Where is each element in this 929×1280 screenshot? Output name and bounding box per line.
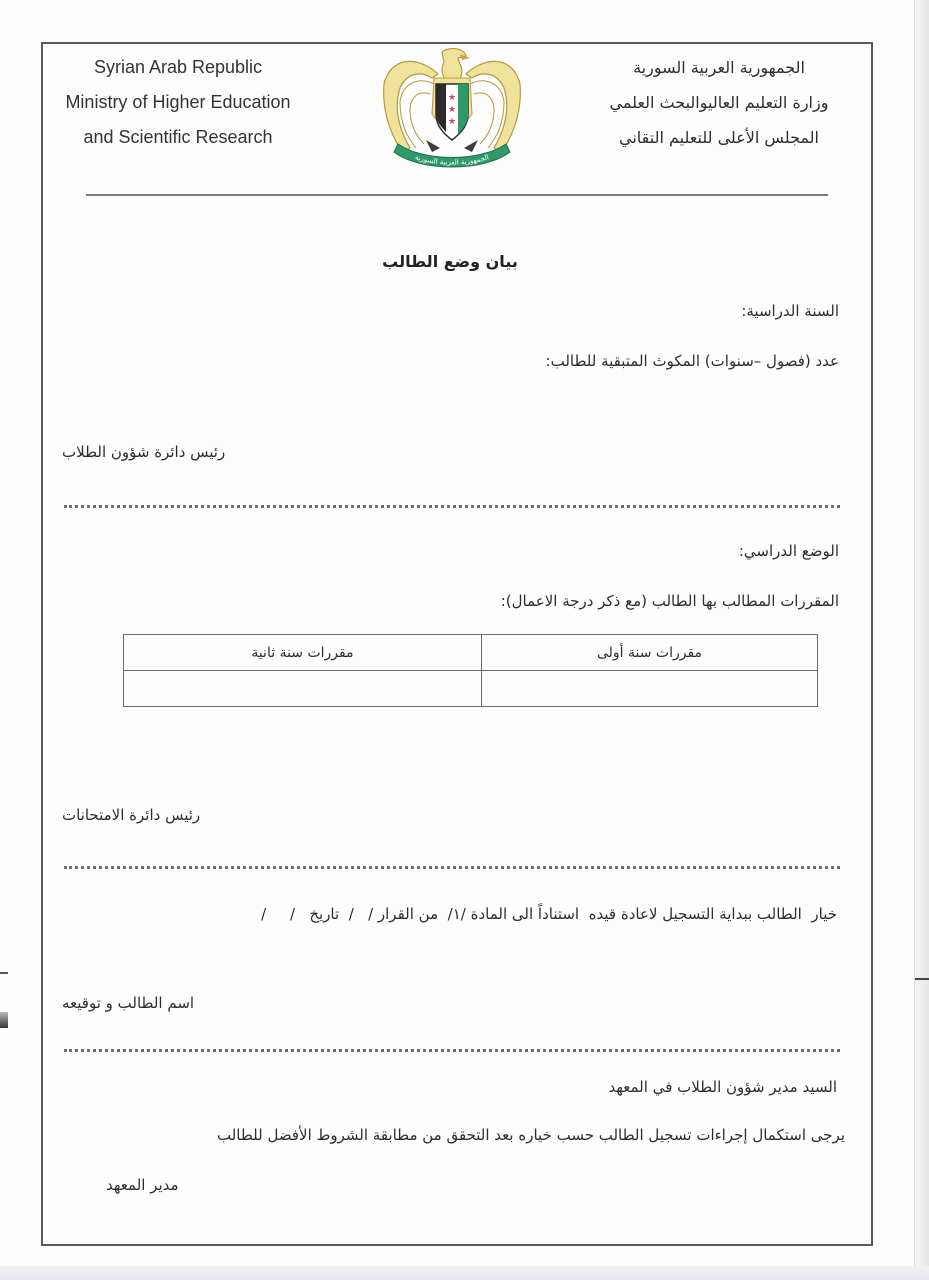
emblem-graphic (380, 44, 524, 174)
student-affairs-head-label: رئيس دائرة شؤون الطلاب (62, 443, 226, 461)
shield-star: ★ (447, 93, 457, 103)
page-edge-right (914, 0, 929, 1280)
exams-head-label: رئيس دائرة الامتحانات (62, 806, 201, 824)
table-header-row (124, 635, 818, 671)
form-title: بيان وضع الطالب (382, 252, 518, 271)
shield-star: ★ (447, 117, 457, 127)
request-text: يرجى استكمال إجراءات تسجيل الطالب حسب خياره بعد التحقق من مطابقة الشروط الأفضل للطالب (217, 1126, 845, 1144)
eagle-left-wing (384, 61, 438, 152)
academic-status-label: الوضع الدراسي: (738, 542, 839, 560)
addressee-text: السيد مدير شؤون الطلاب في المعهد (608, 1078, 837, 1096)
header-divider (86, 194, 828, 196)
table-row (124, 671, 818, 707)
scan-artifact (0, 1012, 8, 1028)
signature-dotted-line[interactable] (64, 505, 840, 508)
syrian-eagle-emblem-icon (380, 44, 524, 174)
second-year-courses-cell[interactable] (124, 671, 482, 707)
english-header (48, 50, 308, 155)
courses-table (123, 634, 818, 707)
remaining-stay-label: عدد (فصول –سنوات) المكوث المتبقية للطالب: (545, 352, 839, 370)
header-country: Syrian Arab Republic (93, 57, 263, 77)
academic-year-label: السنة الدراسية: (741, 302, 839, 320)
arabic-header (589, 50, 849, 155)
signature-dotted-line[interactable] (64, 1049, 840, 1052)
shield-black-band (436, 84, 446, 132)
shield-green-band (458, 84, 468, 134)
header-first-year-courses: مقررات سنة أولى (481, 635, 817, 671)
signature-dotted-line[interactable] (64, 866, 840, 869)
ribbon-text-path: الجمهورية العربية السورية (414, 153, 490, 167)
wing-feather-line (474, 93, 494, 144)
student-choice-text: خيار الطالب ببداية التسجيل لاعادة قيده استناداً الى المادة /١/ من القرار / / تاريخ / / (261, 905, 837, 923)
header-second-year-courses: مقررات سنة ثانية (124, 635, 482, 671)
required-courses-label: المقررات المطالب بها الطالب (مع ذكر درجة الاعمال): (500, 592, 839, 610)
page-edge-bottom (0, 1266, 929, 1280)
first-year-courses-cell[interactable] (481, 671, 817, 707)
scan-artifact (0, 972, 8, 974)
eagle-talons (426, 140, 478, 152)
header-ministry-ar: وزارة التعليم العاليوالبحث العلمي (609, 93, 829, 112)
header-country-ar: الجمهورية العربية السورية (633, 58, 805, 77)
eagle-right-wing (466, 61, 520, 152)
wing-feather-line (410, 93, 430, 144)
institute-director-label: مدير المعهد (106, 1176, 179, 1194)
header-ministry: Ministry of Higher Education (65, 92, 291, 112)
student-name-signature-label: اسم الطالب و توقيعه (62, 994, 195, 1012)
header-ministry-cont: and Scientific Research (83, 127, 273, 147)
header-council-ar: المجلس الأعلى للتعليم التقاني (619, 128, 819, 147)
shield-star: ★ (447, 105, 457, 115)
scan-artifact (915, 978, 929, 980)
